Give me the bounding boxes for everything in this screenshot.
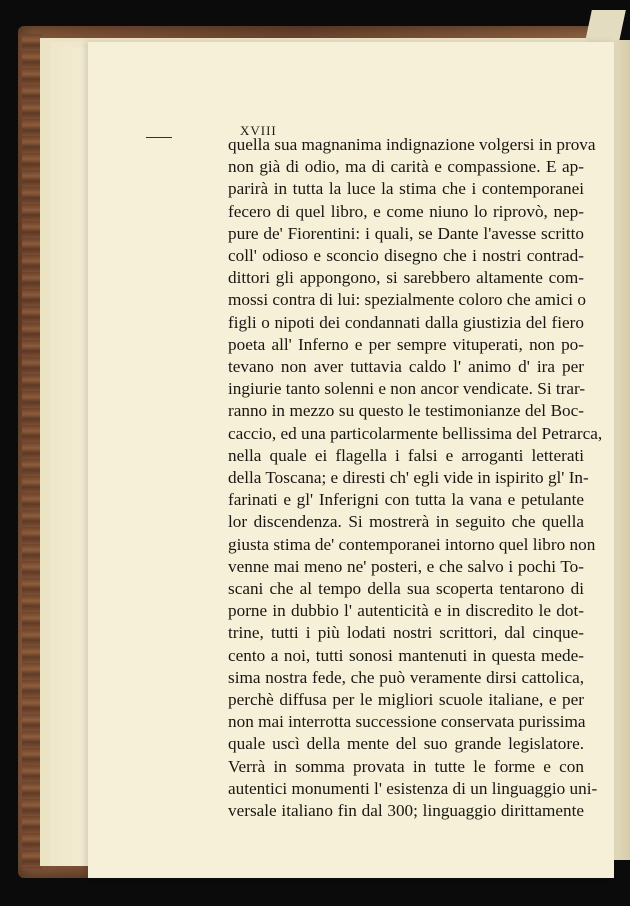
- text-line: quella sua magnanima indignazione volgersi in prova: [228, 135, 596, 154]
- text-line: coll' odioso e sconcio disegno che i nostri contrad-: [228, 246, 584, 266]
- text-line: cento a noi, tutti sonosi mantenuti in questa mede-: [228, 645, 584, 665]
- text-line: figli o nipoti dei condannati dalla giustizia del fiero: [228, 312, 584, 332]
- page-number: XVIII: [240, 123, 277, 138]
- text-line: autentici monumenti l' esistenza di un linguaggio uni-: [228, 778, 598, 798]
- text-line: caccio, ed una particolarmente bellissima del Petrarca,: [228, 423, 603, 443]
- cover-edge-marbling: [22, 34, 42, 870]
- text-line: fecero di quel libro, e come niuno lo riprovò, nep-: [228, 201, 584, 221]
- text-line: lor discendenza. Si mostrerà in seguito che quella: [228, 512, 584, 532]
- margin-rule: [146, 137, 172, 138]
- text-line: quale uscì della mente del suo grande legislatore.: [228, 734, 584, 754]
- text-line: giusta stima de' contemporanei intorno quel libro non: [228, 534, 596, 554]
- text-line: ingiurie tanto solenni e non ancor vendicate. Si trar-: [228, 379, 586, 399]
- text-line: tevano non aver tuttavia caldo l' animo d' ira per: [228, 357, 584, 377]
- text-line: ranno in mezzo su questo le testimonianze del Boc-: [228, 401, 584, 421]
- text-line: perchè diffusa per le migliori scuole italiane, e per: [228, 690, 584, 710]
- text-line: versale italiano fin dal 300; linguaggio dirittamente: [228, 801, 584, 821]
- text-line: poeta all' Inferno e per sempre vituperati, non po-: [228, 334, 584, 354]
- text-line: porne in dubbio l' autenticità e in discredito le dot-: [228, 601, 584, 621]
- text-line: trine, tutti i più lodati nostri scrittori, dal cinque-: [228, 623, 584, 643]
- text-line: sima nostra fede, che può veramente dirsi cattolica,: [228, 667, 584, 687]
- text-line: non già di odio, ma di carità e compassione. E ap-: [228, 157, 584, 177]
- body-text: [228, 134, 603, 822]
- text-line: venne mai meno ne' posteri, e che salvo i pochi To-: [228, 556, 584, 576]
- text-line: della Toscana; e diresti ch' egli vide in ispirito gl' In-: [228, 468, 589, 488]
- text-line: parirà in tutta la luce la stima che i contemporanei: [228, 179, 584, 199]
- text-line: dittori gli appongono, si sarebbero altamente com-: [228, 268, 584, 288]
- text-line: farinati e gl' Inferigni con tutta la vana e petulante: [228, 490, 584, 510]
- text-line: scani che al tempo della sua scoperta tentarono di: [228, 579, 584, 599]
- text-line: nella quale ei flagella i falsi e arroganti letterati: [228, 445, 584, 465]
- text-line: mossi contra di lui: spezialmente coloro che amici o: [228, 290, 586, 310]
- text-line: Verrà in somma provata in tutte le forme e con: [228, 756, 584, 776]
- text-line: non mai interrotta successione conservata purissima: [228, 712, 586, 732]
- text-line: pure de' Fiorentini: i quali, se Dante l'avesse scritto: [228, 223, 584, 243]
